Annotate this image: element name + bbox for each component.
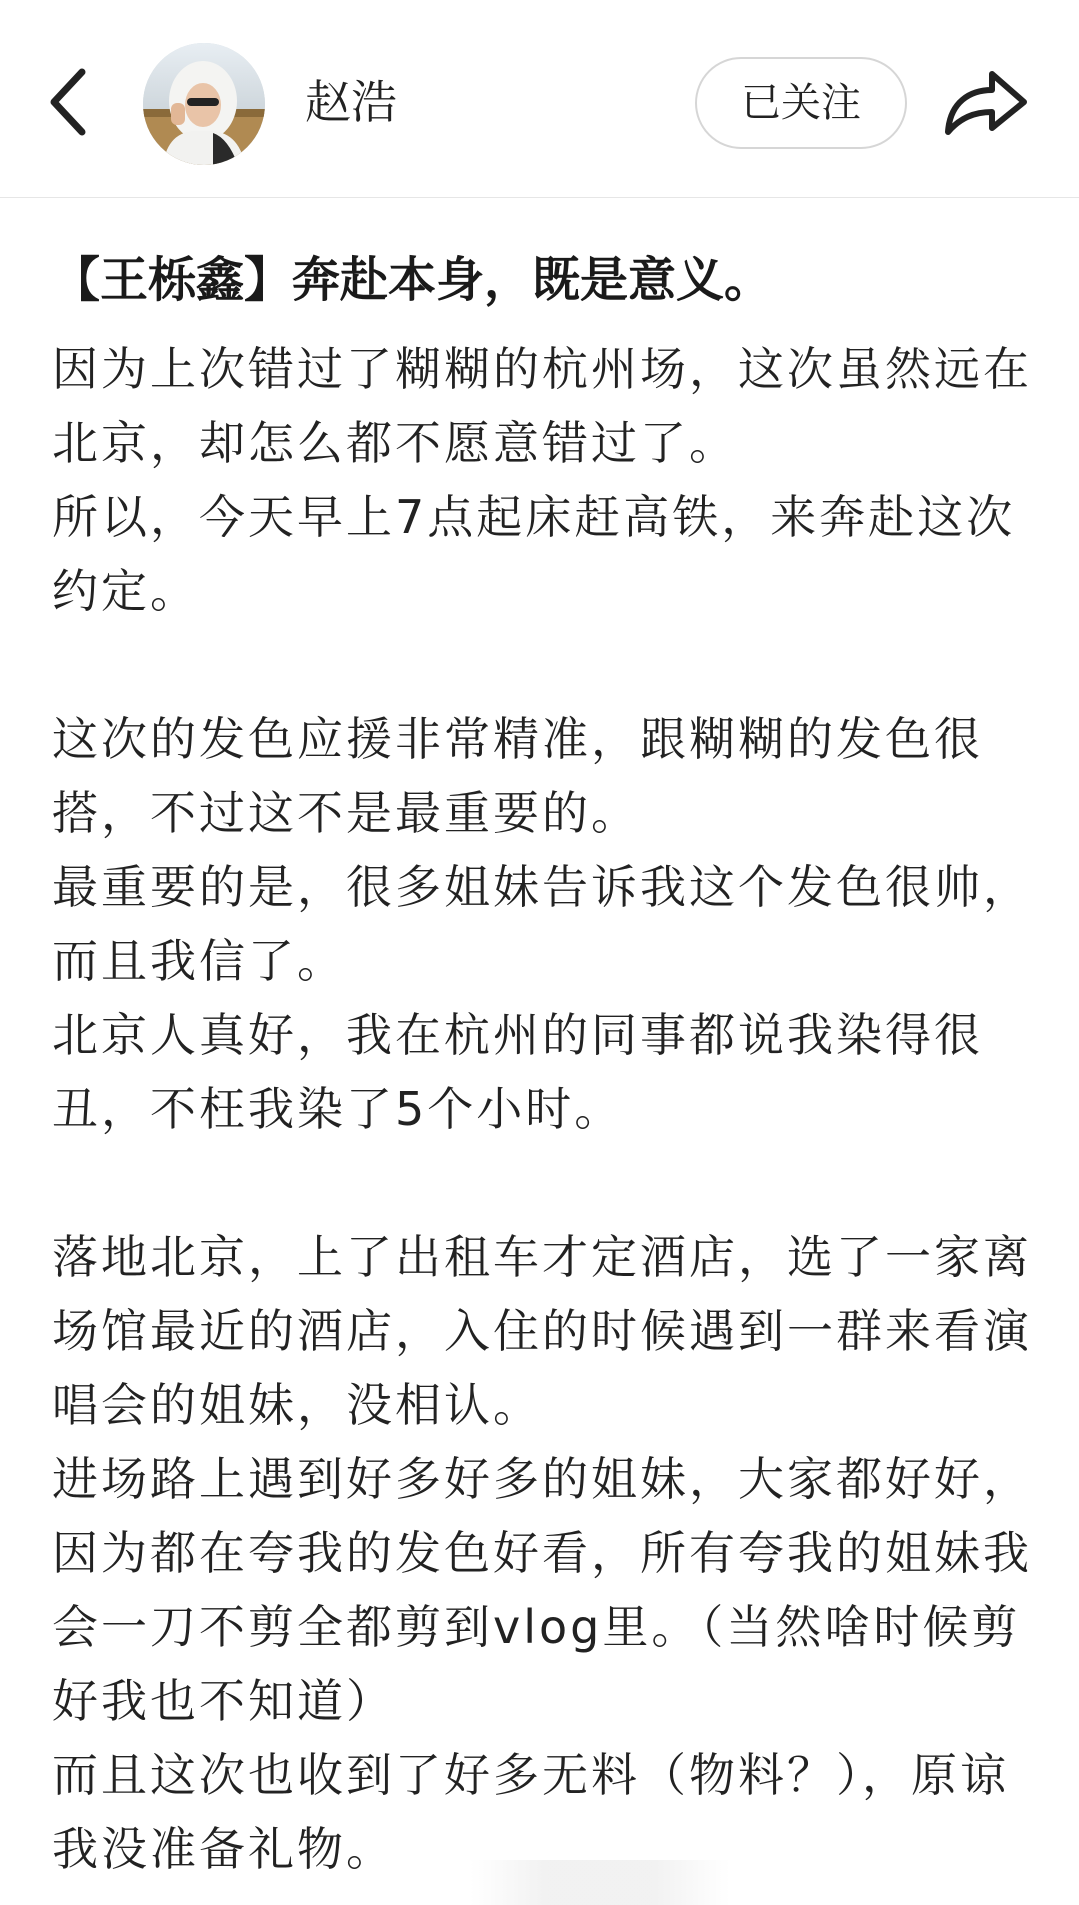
paragraph-gap — [52, 1146, 1032, 1220]
truncation-fade — [470, 1860, 730, 1905]
paragraph: 进场路上遇到好多好多的姐妹，大家都好好，因为都在夸我的发色好看，所有夸我的姐妹我会一刀不剪全都剪到vlog里。（当然啥时候剪好我也不知道） — [52, 1452, 1032, 1728]
paragraph: 最重要的是，很多姐妹告诉我这个发色很帅，而且我信了。 — [52, 860, 1032, 988]
author-name[interactable]: 赵浩 — [305, 75, 397, 129]
paragraph: 因为上次错过了糊糊的杭州场，这次虽然远在北京，却怎么都不愿意错过了。 — [52, 342, 1032, 470]
paragraph: 落地北京，上了出租车才定酒店，选了一家离场馆最近的酒店，入住的时候遇到一群来看演唱会的姐妹，没相认。 — [52, 1230, 1032, 1432]
paragraph: 北京人真好，我在杭州的同事都说我染得很丑，不枉我染了5个小时。 — [52, 1008, 983, 1136]
paragraph: 这次的发色应援非常精准，跟糊糊的发色很搭，不过这不是最重要的。 — [52, 712, 983, 840]
follow-button[interactable]: 已关注 — [695, 57, 907, 149]
paragraph-gap — [52, 628, 1032, 702]
top-bar — [0, 0, 1079, 198]
paragraph: 而且这次也收到了好多无料（物料？），原谅我没准备礼物。 — [52, 1748, 1009, 1876]
avatar-photo — [143, 43, 265, 165]
post-title: 【王栎鑫】奔赴本身，既是意义。 — [52, 252, 773, 308]
back-button[interactable] — [40, 62, 100, 142]
avatar[interactable] — [143, 43, 265, 165]
share-arrow-icon — [940, 62, 1030, 142]
post-content — [52, 240, 1032, 1886]
chevron-left-icon — [40, 62, 100, 142]
share-button[interactable] — [940, 62, 1030, 142]
paragraph: 所以，今天早上7点起床赶高铁，来奔赴这次约定。 — [52, 490, 1016, 618]
